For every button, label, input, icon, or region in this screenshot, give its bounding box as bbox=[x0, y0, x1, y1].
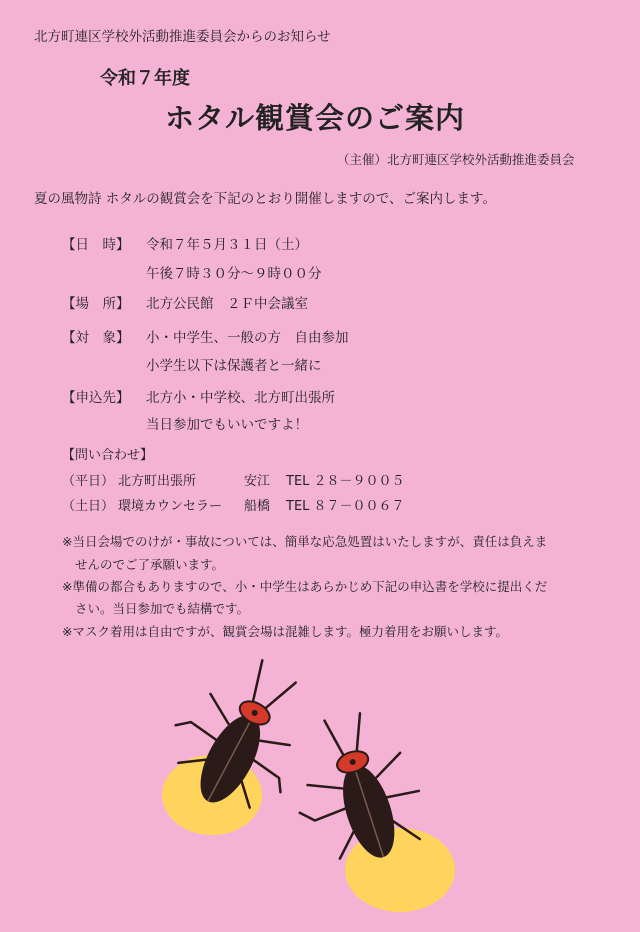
note-mask: ※マスク着用は自由ですが、観賞会場は混雑します。極力着用をお願いします。 bbox=[62, 624, 508, 639]
target-note: 小学生以下は保護者と一緒に bbox=[146, 358, 322, 374]
place-value: 北方公民館 ２Ｆ中会議室 bbox=[146, 296, 308, 312]
target-label: 【対 象】 bbox=[62, 330, 130, 346]
time-value: 午後７時３０分～９時００分 bbox=[146, 266, 322, 282]
note-injury-cont: せんのでご了承願います。 bbox=[75, 557, 225, 572]
year-label: 令和７年度 bbox=[100, 68, 190, 89]
date-value: 令和７年５月３１日（土） bbox=[146, 237, 308, 253]
firefly-left bbox=[151, 655, 331, 835]
application-note: 当日参加でもいいですよ！ bbox=[146, 417, 308, 433]
contact-weekday-day: （平日） bbox=[62, 474, 115, 489]
note-injury: ※当日会場でのけが・事故については、簡単な応急処置はいたしますが、責任は負えま bbox=[62, 534, 548, 549]
inquiry-title: 【問い合わせ】 bbox=[62, 448, 154, 463]
note-application: ※準備の都合もありますので、小・中学生はあらかじめ下記の申込書を学校に提出くだ bbox=[62, 579, 548, 594]
contact-weekend-name: 船橋 bbox=[244, 499, 271, 514]
page-title: ホタル観賞会のご案内 bbox=[165, 101, 466, 135]
contact-weekend-tel: TEL ８７－００６７ bbox=[286, 499, 405, 514]
contact-weekend-place: 環境カウンセラー bbox=[118, 499, 223, 514]
firefly-right bbox=[275, 700, 455, 912]
firefly-icon bbox=[140, 655, 480, 925]
host-organization: （主催）北方町連区学校外活動推進委員会 bbox=[337, 152, 575, 167]
application-value: 北方小・中学校、北方町出張所 bbox=[146, 390, 335, 406]
application-label: 【申込先】 bbox=[62, 390, 130, 406]
contact-weekday-tel: TEL ２８－９００５ bbox=[286, 474, 405, 489]
target-value: 小・中学生、一般の方 自由参加 bbox=[146, 330, 349, 346]
contact-weekday-place: 北方町出張所 bbox=[118, 474, 197, 489]
intro-text: 夏の風物詩 ホタルの観賞会を下記のとおり開催しますので、ご案内します。 bbox=[34, 191, 496, 207]
organization-notice: 北方町連区学校外活動推進委員会からのお知らせ bbox=[34, 29, 331, 45]
place-label: 【場 所】 bbox=[62, 296, 130, 312]
contact-weekend-day: （土日） bbox=[62, 499, 115, 514]
note-application-cont: さい。当日参加でも結構です。 bbox=[75, 601, 250, 616]
contact-weekday-name: 安江 bbox=[244, 474, 271, 489]
date-label: 【日 時】 bbox=[62, 237, 130, 253]
